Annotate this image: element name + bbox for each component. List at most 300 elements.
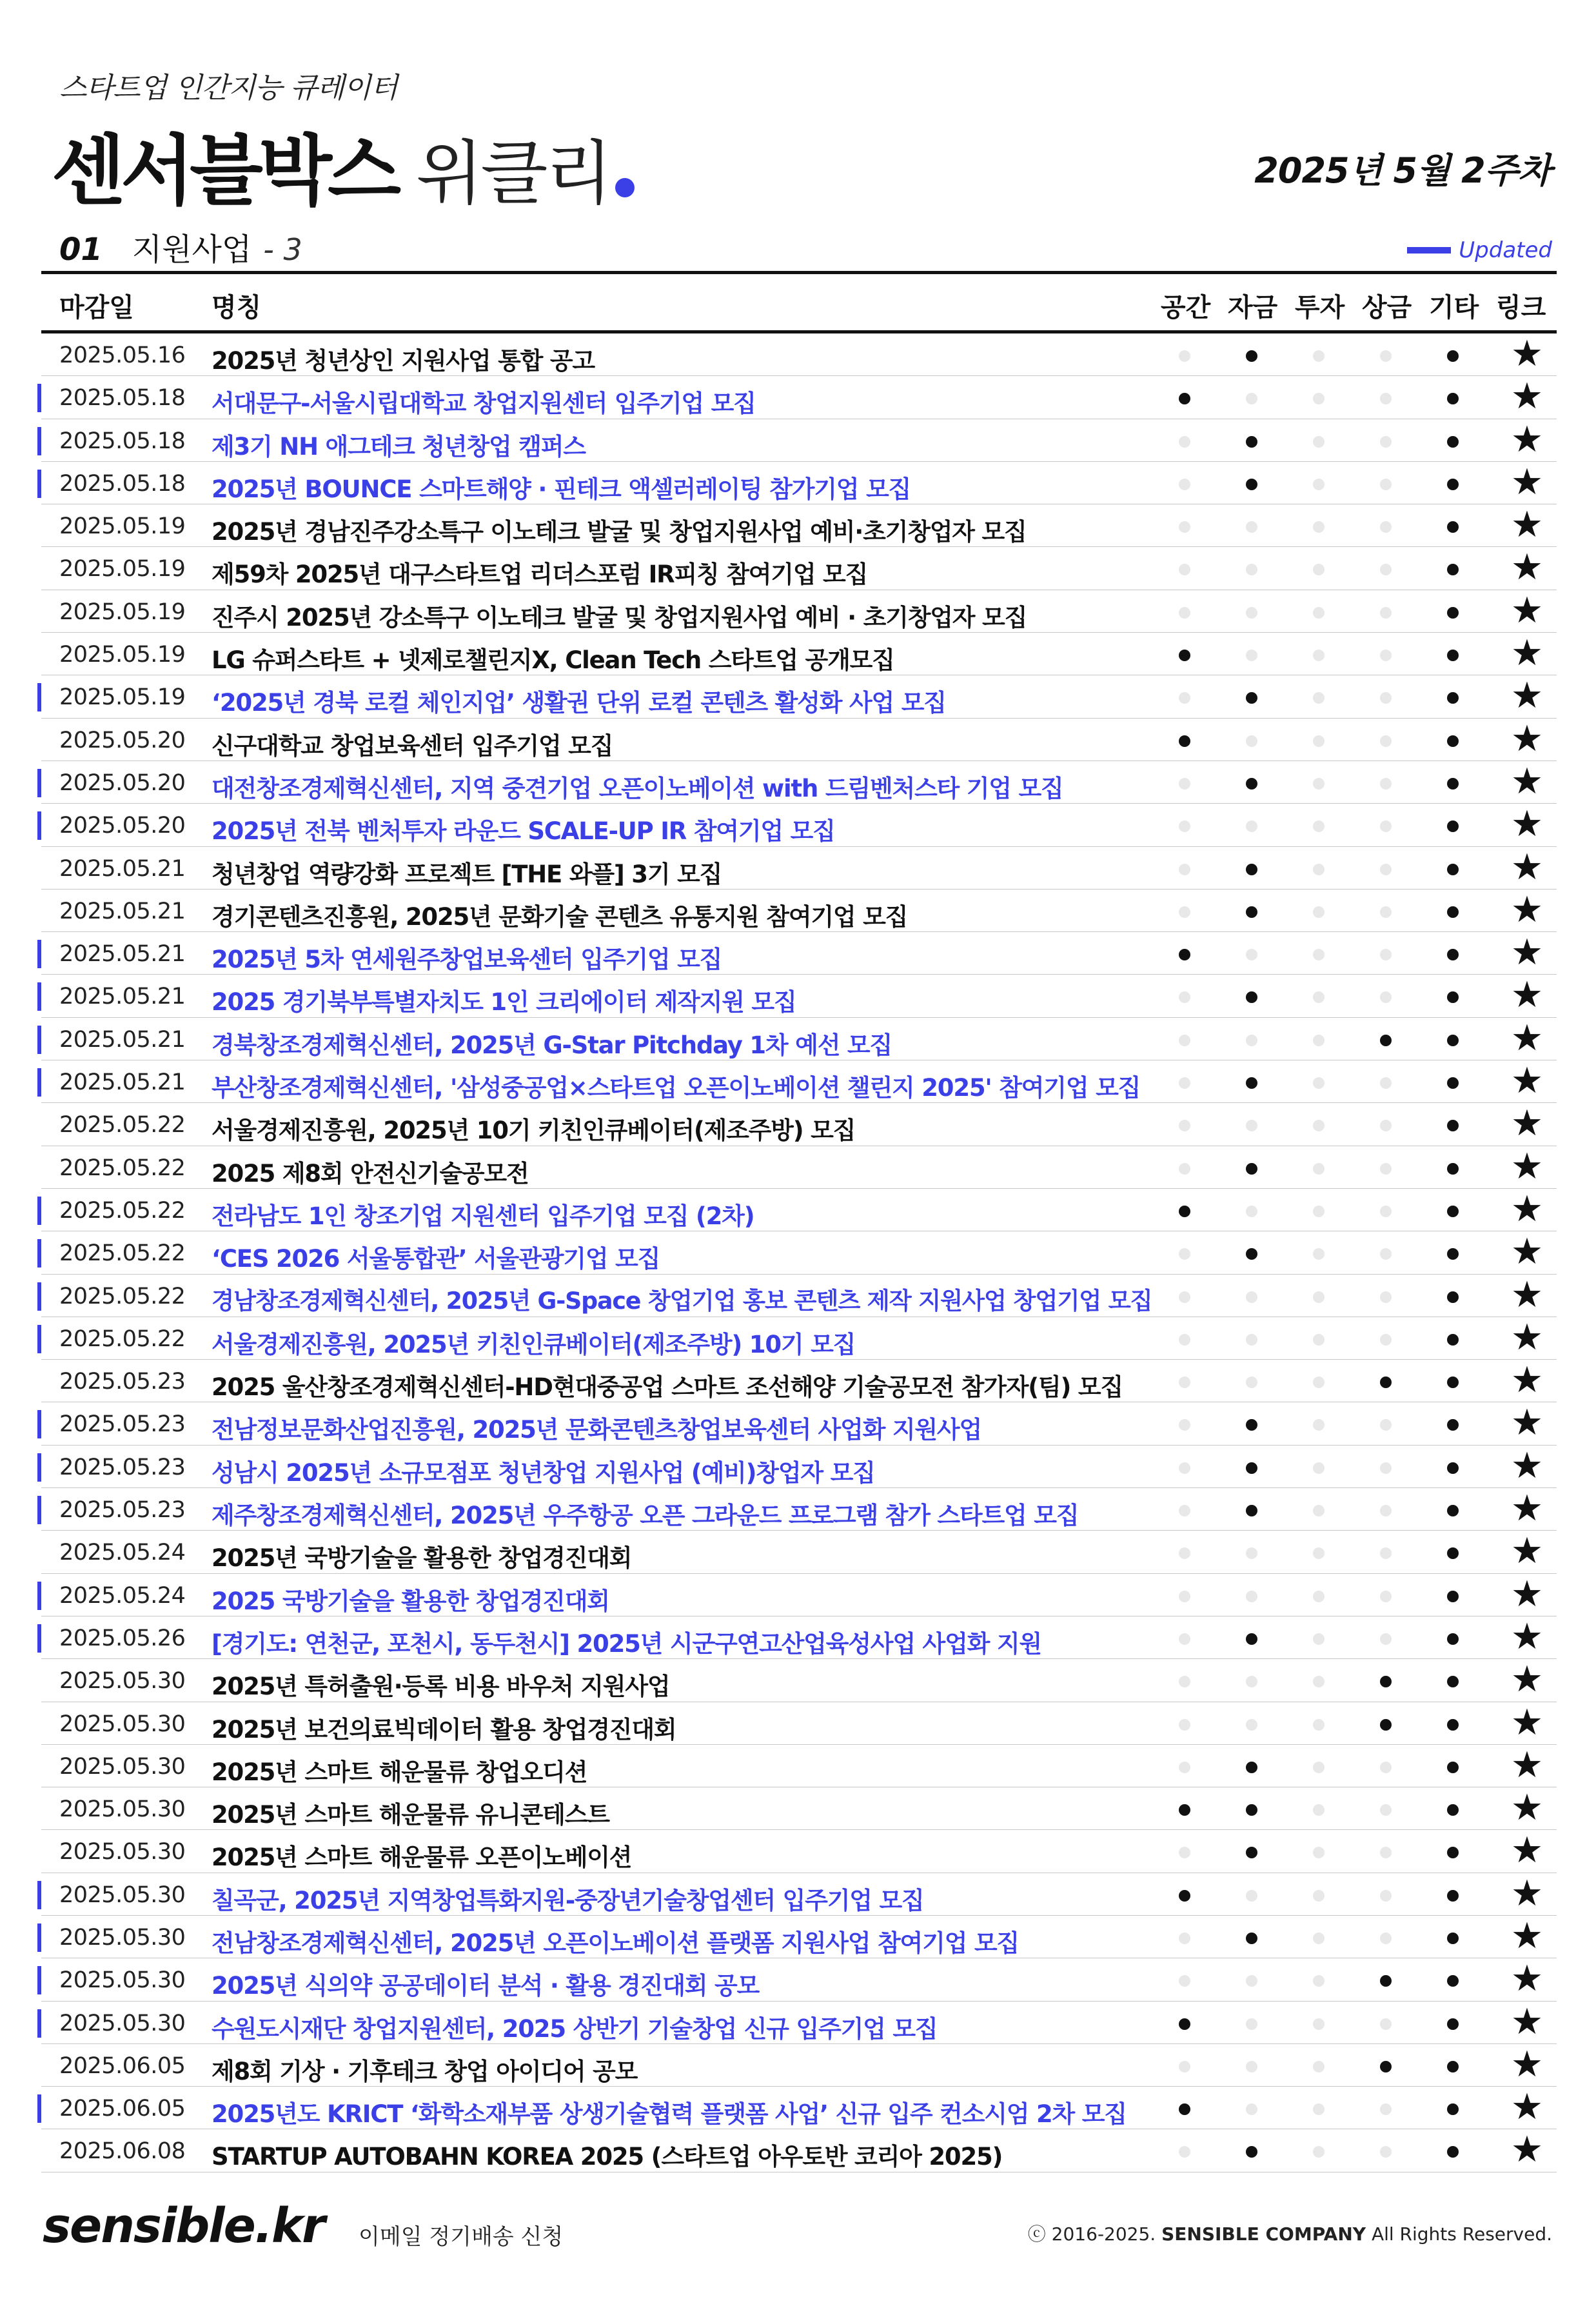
star-link-icon[interactable]: ★ xyxy=(1510,675,1544,717)
header-subtitle: 스타트업 인간지능 큐레이터 xyxy=(59,72,398,104)
dot-prize-icon xyxy=(1380,692,1392,704)
dot-etc-icon xyxy=(1447,1163,1459,1175)
dot-invest-icon xyxy=(1313,436,1325,448)
section-title: 지원사업 xyxy=(132,232,252,268)
dot-invest-icon xyxy=(1313,1505,1325,1516)
row-deadline: 2025.05.20 xyxy=(59,813,186,839)
star-link-icon[interactable]: ★ xyxy=(1510,1316,1544,1358)
dot-fund-icon xyxy=(1246,479,1257,490)
row-deadline: 2025.05.18 xyxy=(59,385,186,412)
updated-label: Updated xyxy=(1459,237,1552,263)
dot-prize-icon xyxy=(1380,1163,1392,1175)
star-link-icon[interactable]: ★ xyxy=(1510,1231,1544,1273)
dot-etc-icon xyxy=(1447,1462,1459,1474)
star-link-icon[interactable]: ★ xyxy=(1510,846,1544,888)
col-space: 공간 xyxy=(1161,293,1211,323)
row-deadline: 2025.06.05 xyxy=(59,2096,186,2122)
star-link-icon[interactable]: ★ xyxy=(1510,589,1544,631)
dot-etc-icon xyxy=(1447,1762,1459,1773)
dot-space-icon xyxy=(1179,1719,1190,1731)
dot-prize-icon xyxy=(1380,2018,1392,2030)
star-link-icon[interactable]: ★ xyxy=(1510,1658,1544,1701)
row-title-link[interactable]: 제3기 NH 애그테크 청년창업 캠퍼스 xyxy=(212,432,586,461)
star-link-icon[interactable]: ★ xyxy=(1510,1060,1544,1102)
dot-invest-icon xyxy=(1313,2061,1325,2072)
row-title-link[interactable]: 대전창조경제혁신센터, 지역 중견기업 오픈이노베이션 with 드림벤처스타 기업 모집 xyxy=(212,774,1063,802)
row-title-link[interactable]: [경기도: 연천군, 포천시, 동두천시] 2025년 시군구연고산업육성사업 사업화 지원 xyxy=(212,1629,1041,1658)
row-deadline: 2025.06.08 xyxy=(59,2138,186,2165)
dot-prize-icon xyxy=(1380,1847,1392,1858)
row-title-link[interactable]: 2025년 스마트 해운물류 오픈이노베이션 xyxy=(212,1844,632,1872)
dot-prize-icon xyxy=(1380,1334,1392,1346)
star-link-icon[interactable]: ★ xyxy=(1510,1787,1544,1829)
star-link-icon[interactable]: ★ xyxy=(1510,1145,1544,1188)
star-link-icon[interactable]: ★ xyxy=(1510,1359,1544,1402)
dot-space-icon xyxy=(1179,1248,1190,1260)
table-row xyxy=(41,719,1557,761)
table-row xyxy=(41,590,1557,633)
row-deadline: 2025.05.16 xyxy=(59,343,186,368)
star-link-icon[interactable]: ★ xyxy=(1510,1573,1544,1615)
star-link-icon[interactable]: ★ xyxy=(1510,1188,1544,1230)
row-title-link[interactable]: 2025 울산창조경제혁신센터-HD현대중공업 스마트 조선해양 기술공모전 참가자(팀) 모집 xyxy=(212,1373,1123,1402)
dot-space-icon xyxy=(1179,1547,1190,1559)
dot-fund-icon xyxy=(1246,2061,1257,2072)
dot-fund-icon xyxy=(1246,1419,1257,1431)
star-link-icon[interactable]: ★ xyxy=(1510,632,1544,675)
table-row xyxy=(41,462,1557,504)
row-title-link[interactable]: 제8회 기상 · 기후테크 창업 아이디어 공모 xyxy=(212,2057,638,2085)
row-title-link[interactable]: STARTUP AUTOBAHN KOREA 2025 (스타트업 아우토반 코리아 2025) xyxy=(212,2143,1003,2171)
table-row xyxy=(41,2044,1557,2087)
star-link-icon[interactable]: ★ xyxy=(1510,546,1544,589)
dot-invest-icon xyxy=(1313,1975,1325,1987)
dot-prize-icon xyxy=(1380,479,1392,490)
dot-etc-icon xyxy=(1447,1377,1459,1388)
dot-etc-icon xyxy=(1447,1591,1459,1602)
row-title-link[interactable]: 청년창업 역량강화 프로젝트 [THE 와플] 3기 모집 xyxy=(212,860,722,888)
dot-space-icon xyxy=(1179,1804,1190,1816)
row-deadline: 2025.05.21 xyxy=(59,1069,186,1096)
dot-etc-icon xyxy=(1447,1933,1459,1944)
updated-legend xyxy=(1407,237,1552,263)
row-title-link[interactable]: 진주시 2025년 강소특구 이노테크 발굴 및 창업지원사업 예비 · 초기창업자 모집 xyxy=(212,603,1027,631)
star-link-icon[interactable]: ★ xyxy=(1510,2086,1544,2129)
dot-fund-icon xyxy=(1246,2018,1257,2030)
dot-prize-icon xyxy=(1380,1633,1392,1645)
row-title-link[interactable]: ‘CES 2026 서울통합관’ 서울관광기업 모집 xyxy=(212,1245,660,1273)
dot-etc-icon xyxy=(1447,991,1459,1003)
dot-prize-icon xyxy=(1380,1975,1392,1987)
dot-space-icon xyxy=(1179,1206,1190,1217)
dot-space-icon xyxy=(1179,1975,1190,1987)
dot-prize-icon xyxy=(1380,1890,1392,1902)
dot-prize-icon xyxy=(1380,735,1392,747)
dot-etc-icon xyxy=(1447,1676,1459,1687)
dot-fund-icon xyxy=(1246,1291,1257,1303)
dot-invest-icon xyxy=(1313,864,1325,875)
dot-fund-icon xyxy=(1246,350,1257,362)
dot-invest-icon xyxy=(1313,564,1325,575)
row-title-link[interactable]: 부산창조경제혁신센터, '삼성중공업×스타트업 오픈이노베이션 챌린지 2025' 참여기업 모집 xyxy=(212,1074,1141,1102)
dot-fund-icon xyxy=(1246,1505,1257,1516)
row-title-link[interactable]: 2025년 보건의료빅데이터 활용 창업경진대회 xyxy=(212,1715,676,1744)
table-row xyxy=(41,975,1557,1017)
row-deadline: 2025.05.30 xyxy=(59,1839,186,1865)
star-link-icon[interactable]: ★ xyxy=(1510,2129,1544,2171)
dot-etc-icon xyxy=(1447,1248,1459,1260)
row-title-link[interactable]: 성남시 2025년 소규모점포 청년창업 지원사업 (예비)창업자 모집 xyxy=(212,1458,875,1487)
star-link-icon[interactable]: ★ xyxy=(1510,1744,1544,1786)
dot-fund-icon xyxy=(1246,1591,1257,1602)
dot-invest-icon xyxy=(1313,479,1325,490)
star-link-icon[interactable]: ★ xyxy=(1510,803,1544,846)
star-link-icon[interactable]: ★ xyxy=(1510,1444,1544,1487)
row-deadline: 2025.05.26 xyxy=(59,1625,186,1651)
dot-fund-icon xyxy=(1246,692,1257,704)
footer-logo[interactable]: sensible.kr xyxy=(43,2198,324,2254)
row-title-link[interactable]: 2025년 식의약 공공데이터 분석 · 활용 경진대회 공모 xyxy=(212,1972,760,2000)
dot-etc-icon xyxy=(1447,1334,1459,1346)
row-title-link[interactable]: 2025년 스마트 해운물류 유니콘테스트 xyxy=(212,1801,609,1829)
dot-fund-icon xyxy=(1246,1676,1257,1687)
dot-prize-icon xyxy=(1380,991,1392,1003)
table-row xyxy=(41,1830,1557,1873)
dot-prize-icon xyxy=(1380,2061,1392,2072)
star-link-icon[interactable]: ★ xyxy=(1510,418,1544,461)
row-title-link[interactable]: 제주창조경제혁신센터, 2025년 우주항공 오픈 그라운드 프로그램 참가 스타트업 모집 xyxy=(212,1502,1079,1530)
dot-etc-icon xyxy=(1447,1633,1459,1645)
row-title-link[interactable]: 2025 경기북부특별자치도 1인 크리에이터 제작지원 모집 xyxy=(212,988,796,1017)
row-deadline: 2025.05.21 xyxy=(59,855,186,882)
dot-space-icon xyxy=(1179,735,1190,747)
row-title-link[interactable]: ‘2025년 경북 로컬 체인지업’ 생활권 단위 로컬 콘텐츠 활성화 사업 모집 xyxy=(212,689,946,717)
row-deadline: 2025.05.30 xyxy=(59,2010,186,2036)
dot-prize-icon xyxy=(1380,1804,1392,1816)
row-title-link[interactable]: 전남정보문화산업진흥원, 2025년 문화콘텐츠창업보육센터 사업화 지원사업 xyxy=(212,1416,982,1444)
table-row xyxy=(41,1574,1557,1616)
dot-space-icon xyxy=(1179,564,1190,575)
dot-invest-icon xyxy=(1313,1120,1325,1131)
dot-space-icon xyxy=(1179,2146,1190,2158)
star-link-icon[interactable]: ★ xyxy=(1510,974,1544,1017)
table-row xyxy=(41,419,1557,462)
dot-prize-icon xyxy=(1380,1591,1392,1602)
dot-space-icon xyxy=(1179,1676,1190,1687)
star-link-icon[interactable]: ★ xyxy=(1510,1487,1544,1530)
row-title-link[interactable]: 서울경제진흥원, 2025년 10기 키친인큐베이터(제조주방) 모집 xyxy=(212,1117,856,1145)
dot-fund-icon xyxy=(1246,1163,1257,1175)
row-deadline: 2025.05.30 xyxy=(59,1924,186,1951)
star-link-icon[interactable]: ★ xyxy=(1510,461,1544,503)
row-deadline: 2025.05.23 xyxy=(59,1411,186,1438)
dot-space-icon xyxy=(1179,1633,1190,1645)
dot-prize-icon xyxy=(1380,436,1392,448)
table-row xyxy=(41,2087,1557,2129)
star-link-icon[interactable]: ★ xyxy=(1510,1829,1544,1872)
copyright-prefix: ⓒ 2016-2025. xyxy=(1027,2223,1156,2245)
dot-invest-icon xyxy=(1313,1077,1325,1089)
star-link-icon[interactable]: ★ xyxy=(1510,2000,1544,2043)
dot-space-icon xyxy=(1179,1377,1190,1388)
dot-prize-icon xyxy=(1380,1377,1392,1388)
dot-fund-icon xyxy=(1246,1120,1257,1131)
table-row xyxy=(41,1702,1557,1745)
dot-fund-icon xyxy=(1246,1248,1257,1260)
row-title-link[interactable]: 2025년 특허출원·등록 비용 바우처 지원사업 xyxy=(212,1673,670,1701)
dot-invest-icon xyxy=(1313,1933,1325,1944)
dot-fund-icon xyxy=(1246,521,1257,533)
table-row xyxy=(41,1873,1557,1916)
rights-text: All Rights Reserved. xyxy=(1371,2223,1552,2245)
row-title-link[interactable]: 2025 국방기술을 활용한 창업경진대회 xyxy=(212,1587,609,1615)
dot-etc-icon xyxy=(1447,1206,1459,1217)
row-deadline: 2025.05.22 xyxy=(59,1283,186,1309)
star-link-icon[interactable]: ★ xyxy=(1510,1872,1544,1914)
star-link-icon[interactable]: ★ xyxy=(1510,2043,1544,2085)
star-link-icon[interactable]: ★ xyxy=(1510,1914,1544,1957)
dot-prize-icon xyxy=(1380,949,1392,960)
row-title-link[interactable]: 서대문구-서울시립대학교 창업지원센터 입주기업 모집 xyxy=(212,390,756,418)
col-name: 명칭 xyxy=(212,293,262,323)
updated-bar-icon xyxy=(1407,247,1451,253)
row-deadline: 2025.05.23 xyxy=(59,1369,186,1395)
row-title-link[interactable]: 전남창조경제혁신센터, 2025년 오픈이노베이션 플랫폼 지원사업 참여기업 모집 xyxy=(212,1929,1019,1957)
dot-invest-icon xyxy=(1313,1804,1325,1816)
week-label: 2025년 5월 2주차 xyxy=(1254,150,1551,191)
dot-etc-icon xyxy=(1447,1419,1459,1431)
dot-fund-icon xyxy=(1246,864,1257,875)
dot-space-icon xyxy=(1179,521,1190,533)
star-link-icon[interactable]: ★ xyxy=(1510,1402,1544,1444)
star-link-icon[interactable]: ★ xyxy=(1510,1102,1544,1145)
dot-etc-icon xyxy=(1447,350,1459,362)
dot-space-icon xyxy=(1179,949,1190,960)
dot-etc-icon xyxy=(1447,1547,1459,1559)
star-link-icon[interactable]: ★ xyxy=(1510,375,1544,418)
dot-etc-icon xyxy=(1447,1847,1459,1858)
dot-invest-icon xyxy=(1313,1591,1325,1602)
row-deadline: 2025.05.30 xyxy=(59,1668,186,1695)
dot-fund-icon xyxy=(1246,1462,1257,1474)
dot-prize-icon xyxy=(1380,1419,1392,1431)
row-title-link[interactable]: 2025년 5차 연세원주창업보육센터 입주기업 모집 xyxy=(212,946,722,974)
row-deadline: 2025.05.23 xyxy=(59,1497,186,1524)
dot-invest-icon xyxy=(1313,1762,1325,1773)
dot-space-icon xyxy=(1179,1762,1190,1773)
table-row xyxy=(41,1402,1557,1445)
row-deadline: 2025.05.18 xyxy=(59,428,186,454)
star-link-icon[interactable]: ★ xyxy=(1510,1017,1544,1059)
table-row xyxy=(41,847,1557,890)
dot-invest-icon xyxy=(1313,521,1325,533)
dot-etc-icon xyxy=(1447,2146,1459,2158)
dot-etc-icon xyxy=(1447,1077,1459,1089)
row-deadline: 2025.05.30 xyxy=(59,1796,186,1823)
dot-prize-icon xyxy=(1380,564,1392,575)
dot-invest-icon xyxy=(1313,820,1325,832)
row-deadline: 2025.05.22 xyxy=(59,1240,186,1267)
row-title-link[interactable]: 경기콘텐츠진흥원, 2025년 문화기술 콘텐츠 유통지원 참여기업 모집 xyxy=(212,902,908,931)
company-name: SENSIBLE COMPANY xyxy=(1161,2223,1366,2245)
star-link-icon[interactable]: ★ xyxy=(1510,1530,1544,1573)
dot-prize-icon xyxy=(1380,864,1392,875)
dot-etc-icon xyxy=(1447,1975,1459,1987)
dot-invest-icon xyxy=(1313,2146,1325,2158)
dot-etc-icon xyxy=(1447,1120,1459,1131)
dot-fund-icon xyxy=(1246,436,1257,448)
row-title-link[interactable]: 제59차 2025년 대구스타트업 리더스포럼 IR피칭 참여기업 모집 xyxy=(212,561,868,589)
dot-fund-icon xyxy=(1246,1633,1257,1645)
row-title-link[interactable]: 수원도시재단 창업지원센터, 2025 상반기 기술창업 신규 입주기업 모집 xyxy=(212,2014,938,2043)
row-deadline: 2025.05.24 xyxy=(59,1540,186,1566)
col-invest: 투자 xyxy=(1295,293,1345,323)
dot-etc-icon xyxy=(1447,479,1459,490)
section-number: 01 xyxy=(59,232,103,268)
dot-space-icon xyxy=(1179,350,1190,362)
table-row xyxy=(41,1787,1557,1830)
brand-title xyxy=(52,110,635,219)
star-link-icon[interactable]: ★ xyxy=(1510,333,1544,375)
dot-prize-icon xyxy=(1380,2146,1392,2158)
dot-prize-icon xyxy=(1380,350,1392,362)
dot-space-icon xyxy=(1179,2061,1190,2072)
row-title-link[interactable]: 칠곡군, 2025년 지역창업특화지원-중장년기술창업센터 입주기업 모집 xyxy=(212,1886,924,1914)
dot-space-icon xyxy=(1179,607,1190,619)
dot-invest-icon xyxy=(1313,735,1325,747)
dot-fund-icon xyxy=(1246,650,1257,661)
row-title-link[interactable]: 2025년 스마트 해운물류 창업오디션 xyxy=(212,1758,587,1786)
table-row xyxy=(41,675,1557,718)
dot-etc-icon xyxy=(1447,2018,1459,2030)
row-deadline: 2025.05.21 xyxy=(59,898,186,924)
row-title-link[interactable]: 전라남도 1인 창조기업 지원센터 입주기업 모집 (2차) xyxy=(212,1202,754,1230)
dot-fund-icon xyxy=(1246,564,1257,575)
row-deadline: 2025.05.22 xyxy=(59,1155,186,1181)
dot-etc-icon xyxy=(1447,820,1459,832)
table-row xyxy=(41,932,1557,975)
dot-invest-icon xyxy=(1313,1547,1325,1559)
table-row xyxy=(41,1659,1557,1702)
dot-space-icon xyxy=(1179,1163,1190,1175)
table-row xyxy=(41,1060,1557,1103)
row-deadline: 2025.05.21 xyxy=(59,984,186,1010)
dot-etc-icon xyxy=(1447,607,1459,619)
dot-prize-icon xyxy=(1380,1933,1392,1944)
dot-invest-icon xyxy=(1313,1206,1325,1217)
dot-fund-icon xyxy=(1246,607,1257,619)
row-title-link[interactable]: 2025년도 KRICT ‘화학소재부품 상생기술협력 플랫폼 사업’ 신규 입주 컨소시엄 2차 모집 xyxy=(212,2100,1127,2129)
dot-fund-icon xyxy=(1246,1804,1257,1816)
row-deadline: 2025.05.22 xyxy=(59,1326,186,1352)
dot-etc-icon xyxy=(1447,1804,1459,1816)
row-title-link[interactable]: 2025년 국방기술을 활용한 창업경진대회 xyxy=(212,1544,632,1573)
star-link-icon[interactable]: ★ xyxy=(1510,1273,1544,1316)
dot-fund-icon xyxy=(1246,820,1257,832)
star-link-icon[interactable]: ★ xyxy=(1510,931,1544,974)
table-row xyxy=(41,1616,1557,1659)
dot-invest-icon xyxy=(1313,1248,1325,1260)
row-title-link[interactable]: 2025년 경남진주강소특구 이노테크 발굴 및 창업지원사업 예비·초기창업자 모집 xyxy=(212,518,1027,546)
row-title-link[interactable]: LG 슈퍼스타트 + 넷제로챌린지X, Clean Tech 스타트업 공개모집 xyxy=(212,646,894,675)
dot-prize-icon xyxy=(1380,820,1392,832)
row-deadline: 2025.05.19 xyxy=(59,556,186,582)
dot-fund-icon xyxy=(1246,906,1257,918)
dot-etc-icon xyxy=(1447,949,1459,960)
dot-invest-icon xyxy=(1313,906,1325,918)
dot-space-icon xyxy=(1179,1933,1190,1944)
dot-space-icon xyxy=(1179,1890,1190,1902)
dot-invest-icon xyxy=(1313,1419,1325,1431)
star-link-icon[interactable]: ★ xyxy=(1510,1701,1544,1744)
dot-invest-icon xyxy=(1313,1462,1325,1474)
dot-fund-icon xyxy=(1246,1890,1257,1902)
row-title-link[interactable]: 2025년 청년상인 지원사업 통합 공고 xyxy=(212,347,595,375)
dot-space-icon xyxy=(1179,1077,1190,1089)
dot-invest-icon xyxy=(1313,1334,1325,1346)
row-title-link[interactable]: 2025년 전북 벤처투자 라운드 SCALE-UP IR 참여기업 모집 xyxy=(212,817,835,846)
dot-prize-icon xyxy=(1380,1505,1392,1516)
dot-etc-icon xyxy=(1447,436,1459,448)
dot-fund-icon xyxy=(1246,1334,1257,1346)
star-link-icon[interactable]: ★ xyxy=(1510,504,1544,546)
dot-fund-icon xyxy=(1246,1035,1257,1046)
row-title-link[interactable]: 2025년 BOUNCE 스마트해양 · 핀테크 액셀러레이팅 참가기업 모집 xyxy=(212,475,911,503)
dot-prize-icon xyxy=(1380,1035,1392,1046)
table-row xyxy=(41,547,1557,590)
star-link-icon[interactable]: ★ xyxy=(1510,760,1544,802)
table-row xyxy=(41,761,1557,804)
row-deadline: 2025.06.05 xyxy=(59,2053,186,2079)
dot-fund-icon xyxy=(1246,991,1257,1003)
dot-etc-icon xyxy=(1447,1890,1459,1902)
row-title-link[interactable]: 경남창조경제혁신센터, 2025년 G-Space 창업기업 홍보 콘텐츠 제작 지원사업 창업기업 모집 xyxy=(212,1286,1152,1315)
table-row xyxy=(41,1018,1557,1060)
row-deadline: 2025.05.20 xyxy=(59,727,186,753)
star-link-icon[interactable]: ★ xyxy=(1510,717,1544,760)
dot-fund-icon xyxy=(1246,2103,1257,2115)
row-title-link[interactable]: 경북창조경제혁신센터, 2025년 G-Star Pitchday 1차 예선 모집 xyxy=(212,1031,892,1059)
row-title-link[interactable]: 2025 제8회 안전신기술공모전 xyxy=(212,1159,529,1188)
dot-etc-icon xyxy=(1447,864,1459,875)
row-deadline: 2025.05.30 xyxy=(59,1711,186,1737)
dot-space-icon xyxy=(1179,650,1190,661)
dot-invest-icon xyxy=(1313,2018,1325,2030)
row-deadline: 2025.05.20 xyxy=(59,770,186,796)
row-title-link[interactable]: 신구대학교 창업보육센터 입주기업 모집 xyxy=(212,731,613,760)
dot-fund-icon xyxy=(1246,2146,1257,2158)
star-link-icon[interactable]: ★ xyxy=(1510,888,1544,931)
star-link-icon[interactable]: ★ xyxy=(1510,1958,1544,2000)
dot-prize-icon xyxy=(1380,1206,1392,1217)
row-title-link[interactable]: 서울경제진흥원, 2025년 키친인큐베이터(제조주방) 10기 모집 xyxy=(212,1330,856,1358)
row-deadline: 2025.05.24 xyxy=(59,1582,186,1609)
dot-etc-icon xyxy=(1447,1035,1459,1046)
dot-invest-icon xyxy=(1313,1676,1325,1687)
table-row xyxy=(41,1958,1557,2001)
dot-prize-icon xyxy=(1380,1547,1392,1559)
dot-etc-icon xyxy=(1447,906,1459,918)
dot-prize-icon xyxy=(1380,778,1392,790)
table-header xyxy=(41,274,1557,330)
dot-space-icon xyxy=(1179,2018,1190,2030)
col-fund: 자금 xyxy=(1228,293,1278,323)
row-deadline: 2025.05.19 xyxy=(59,513,186,540)
newsletter-link[interactable]: 이메일 정기배송 신청 xyxy=(359,2224,564,2250)
dot-invest-icon xyxy=(1313,692,1325,704)
star-link-icon[interactable]: ★ xyxy=(1510,1615,1544,1658)
brand-dot-icon xyxy=(615,178,635,197)
